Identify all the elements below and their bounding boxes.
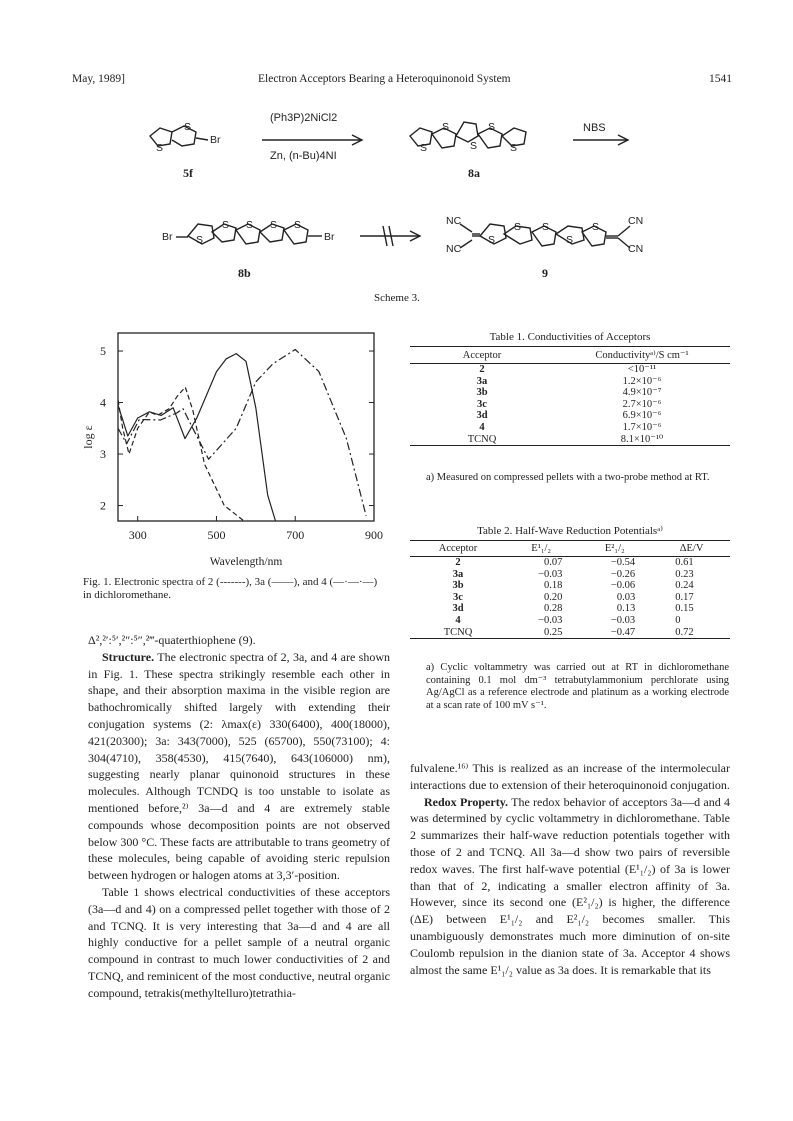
table-2-cell-e2: −0.06	[610, 580, 636, 592]
table-2-cell-e2: −0.26	[610, 568, 636, 580]
y-axis-label: log ε	[81, 425, 95, 449]
table-2-cell-acceptor: 4	[455, 614, 461, 626]
scheme-reagent-nbs: NBS	[583, 122, 606, 134]
svg-text:S: S	[222, 219, 230, 231]
compound-label-8b: 8b	[238, 266, 251, 280]
x-tick-label: 500	[207, 528, 226, 542]
structure-paragraph: The electronic spectra of 2, 3a, and 4 are shown in Fig. 1. These spectra strikingly resemble each other in shape, and their absorption maxima in the visible region are bathochromically shifted largely with extending their conjugation systems (2: λmax(ε) 330(6400), 400(18000), 421(20300); 3a: 343(7000), 525 (65700), 550(73100); 4: 304(4710), 358(4530), 415(7640), 643(106000) nm), suggesting nearly planar quinonoid structures in these molecules. Although TCNDQ is too unstable to isolate as mentioned before,²⁾ 3a—d and 4 are extremely stable compounds whose decomposition points are not observed below 300 °C. These facts are attributable to trans geometry of these molecules, being capable of avoiding steric repulsion between hydrogen or halogen atoms at 3,3′-position.	[88, 649, 390, 883]
figure-caption: Fig. 1. Electronic spectra of 2 (-------), 3a (——), and 4 (—·—·—) in dichloromethane.	[83, 576, 378, 601]
table-2-row	[410, 569, 730, 581]
table-1-cell-conductivity: 8.1×10⁻¹⁰	[620, 433, 664, 445]
table-2-col-e2: E²₁/₂	[604, 543, 625, 554]
table-1-note: a) Measured on compressed pellets with a two-probe method at RT.	[426, 472, 710, 483]
y-tick-label: 4	[100, 395, 106, 410]
table-2-cell-e2: 0.13	[616, 603, 636, 615]
table-1-cell-acceptor: 4	[479, 421, 485, 433]
table-2-cell-e1: 0.28	[544, 603, 563, 615]
table-2-cell-e1: −0.03	[538, 614, 563, 626]
table-2-cell-acceptor: 3a	[452, 568, 464, 580]
table-2-cell-de: 0.72	[675, 626, 694, 638]
table-1-row	[410, 410, 730, 422]
svg-text:S: S	[542, 221, 550, 233]
svg-text:S: S	[294, 219, 302, 231]
svg-text:S: S	[488, 121, 496, 133]
table-1-row	[410, 387, 730, 399]
table-1-row	[410, 399, 730, 411]
table-2-col-e1: E¹₁/₂	[531, 543, 552, 554]
scheme-reagent-bottom: Zn, (n-Bu)4NI	[270, 150, 337, 162]
table-1-cell-acceptor: 3c	[477, 398, 487, 410]
table-2-col-de: ΔE/V	[679, 543, 704, 554]
conductivity-paragraph: Table 1 shows electrical conductivities of these acceptors (3a—d and 4) on a compressed pellet together with those of 2 and TCNQ. It is very interesting that 3a—d and 4 are all highly conductive for a pellet sample of a neutral organic compound in contrast to much lower conductivities of 2 and TCNQ, and reminicent of the most conductive, neutral organic compound, tetrakis(methyltelluro)tetrathia-	[88, 884, 390, 1000]
fulvalene-paragraph: fulvalene.¹⁶⁾ This is realized as an increase of the intermolecular interactions due to extension of their heteroquinonoid conjugation.	[410, 761, 730, 792]
compound-label-9: 9	[542, 266, 548, 280]
table-1-cell-conductivity: 1.7×10⁻⁶	[622, 421, 662, 433]
table-2-cell-e1: 0.07	[544, 557, 563, 568]
table-2-cell-acceptor: 3c	[453, 591, 463, 603]
section-heading-redox: Redox Property.	[424, 794, 509, 809]
table-1-title: Table 1. Conductivities of Acceptors	[489, 331, 651, 343]
table-2-note: a) Cyclic voltammetry was carried out at RT in dichloromethane containing 0.1 mol dm⁻³ tetrabutylammonium perchlorate using Ag/AgCl as a reference electrode and platinum as a working electrode at a scan rate of 100 mV s⁻¹.	[426, 662, 729, 711]
x-tick-label: 700	[286, 528, 305, 542]
header-title: Electron Acceptors Bearing a Heteroquinonoid System	[258, 73, 511, 85]
svg-text:S: S	[442, 121, 450, 133]
svg-text:NC: NC	[446, 215, 462, 227]
right-column-text	[410, 760, 730, 978]
svg-text:S: S	[592, 221, 600, 233]
table-2-row	[410, 627, 730, 639]
table-2-cell-e2: −0.47	[610, 626, 636, 638]
svg-text:S: S	[470, 140, 478, 152]
header-page-number: 1541	[709, 73, 732, 85]
svg-text:S: S	[246, 219, 254, 231]
svg-text:S: S	[270, 219, 278, 231]
table-1-cell-conductivity: 2.7×10⁻⁶	[622, 398, 662, 410]
table-2-cell-e1: 0.18	[544, 580, 563, 592]
svg-text:CN: CN	[628, 215, 644, 227]
table-1-row	[410, 364, 730, 376]
table-1-row	[410, 376, 730, 388]
table-2-cell-acceptor: TCNQ	[443, 626, 473, 638]
table-2-cell-de: 0.17	[675, 591, 694, 603]
table-2-cell-de: 0	[675, 614, 681, 626]
y-tick-label: 2	[100, 498, 106, 513]
series-line-2	[118, 387, 244, 521]
table-1-cell-conductivity: 1.2×10⁻⁶	[622, 375, 662, 387]
table-1-cell-conductivity: 6.9×10⁻⁶	[622, 410, 662, 422]
table-2-cell-e1: −0.03	[538, 568, 563, 580]
svg-text:S: S	[156, 142, 164, 154]
svg-text:S: S	[514, 221, 522, 233]
table-2-cell-de: 0.23	[675, 568, 694, 580]
svg-text:S: S	[420, 142, 428, 154]
scheme-reagent-top: (Ph3P)2NiCl2	[270, 112, 338, 124]
svg-text:S: S	[510, 142, 518, 154]
svg-text:NC: NC	[446, 243, 462, 255]
table-2-cell-de: 0.15	[675, 603, 694, 615]
table-2-row	[410, 615, 730, 627]
section-heading-structure: Structure.	[102, 649, 155, 664]
compound-name-line: Δ²,²′:⁵′,²″:⁵″,²‴-quaterthiophene (9).	[88, 633, 256, 647]
series-line-4	[118, 350, 366, 516]
table-2-cell-acceptor: 2	[455, 557, 461, 568]
table-2-row	[410, 557, 730, 569]
x-axis-label: Wavelength/nm	[209, 556, 283, 568]
y-tick-label: 5	[100, 344, 106, 359]
svg-text:Br: Br	[210, 134, 221, 146]
table-1-conductivities	[410, 346, 730, 447]
svg-text:CN: CN	[628, 243, 644, 255]
svg-text:S: S	[488, 234, 496, 246]
figure-1-spectra	[72, 325, 392, 570]
y-tick-label: 3	[100, 447, 106, 462]
table-2-title: Table 2. Half-Wave Reduction Potentialsᵃ⁾	[477, 525, 663, 537]
table-2-cell-acceptor: 3b	[452, 580, 464, 592]
table-1-cell-acceptor: TCNQ	[467, 433, 497, 445]
table-2-cell-de: 0.61	[675, 557, 694, 568]
table-2-cell-e2: −0.54	[610, 557, 636, 568]
redox-paragraph: The redox behavior of acceptors 3a—d and 4 was determined by cyclic voltammetry in dichloromethane. Table 2 summarizes their half-wave reduction potentials together with those of 2 and TCNQ. All 3a—d show two pairs of reversible redox waves. The first half-wave potential (E¹₁/₂) of 3a is lower than that of 2, indicating a smaller electron affinity of 3a. However, since its second one (E²₁/₂) is higher, the difference (ΔE) between E¹₁/₂ and E²₁/₂ becomes smaller. This unambiguously demonstrates much more diminution of on-site Coulomb repulsion in the dianion state of 3a. Acceptor 4 shows almost the same E¹₁/₂ value as 3a does. It is remarkable that its	[410, 794, 730, 977]
table-1-row	[410, 434, 730, 446]
table-2-cell-de: 0.24	[675, 580, 694, 592]
table-1-row	[410, 422, 730, 434]
table-1-col-conductivity: Conductivityᵃ⁾/S cm⁻¹	[595, 350, 689, 361]
table-1-col-acceptor: Acceptor	[462, 349, 502, 361]
table-2-row	[410, 580, 730, 592]
scheme-3-structures	[0, 100, 793, 300]
svg-text:S: S	[196, 234, 204, 246]
table-2-cell-e2: −0.03	[610, 614, 636, 626]
x-tick-label: 900	[365, 528, 383, 542]
compound-label-5f: 5f	[183, 166, 193, 180]
table-2-reduction-potentials	[410, 540, 730, 640]
scheme-caption: Scheme 3.	[374, 292, 420, 304]
header-date: May, 1989]	[72, 73, 125, 85]
left-column-text	[88, 632, 390, 1002]
table-2-cell-e2: 0.03	[616, 591, 636, 603]
svg-text:S: S	[184, 121, 192, 133]
svg-text:Br: Br	[162, 231, 173, 243]
table-1-cell-acceptor: 3b	[476, 387, 488, 399]
x-tick-label: 300	[128, 528, 147, 542]
svg-text:S: S	[566, 234, 574, 246]
table-1-cell-conductivity: 4.9×10⁻⁷	[622, 387, 662, 399]
table-2-row	[410, 603, 730, 615]
table-1-cell-acceptor: 2	[479, 364, 485, 375]
table-1-cell-acceptor: 3a	[476, 375, 488, 387]
svg-text:Br: Br	[324, 231, 335, 243]
table-1-cell-acceptor: 3d	[476, 410, 488, 422]
table-2-col-acceptor: Acceptor	[438, 543, 478, 554]
compound-label-8a: 8a	[468, 166, 480, 180]
table-1-cell-conductivity: <10⁻¹¹	[627, 364, 657, 375]
table-2-cell-e1: 0.25	[544, 626, 563, 638]
table-2-cell-e1: 0.20	[544, 591, 563, 603]
table-2-cell-acceptor: 3d	[452, 603, 464, 615]
table-2-row	[410, 592, 730, 604]
